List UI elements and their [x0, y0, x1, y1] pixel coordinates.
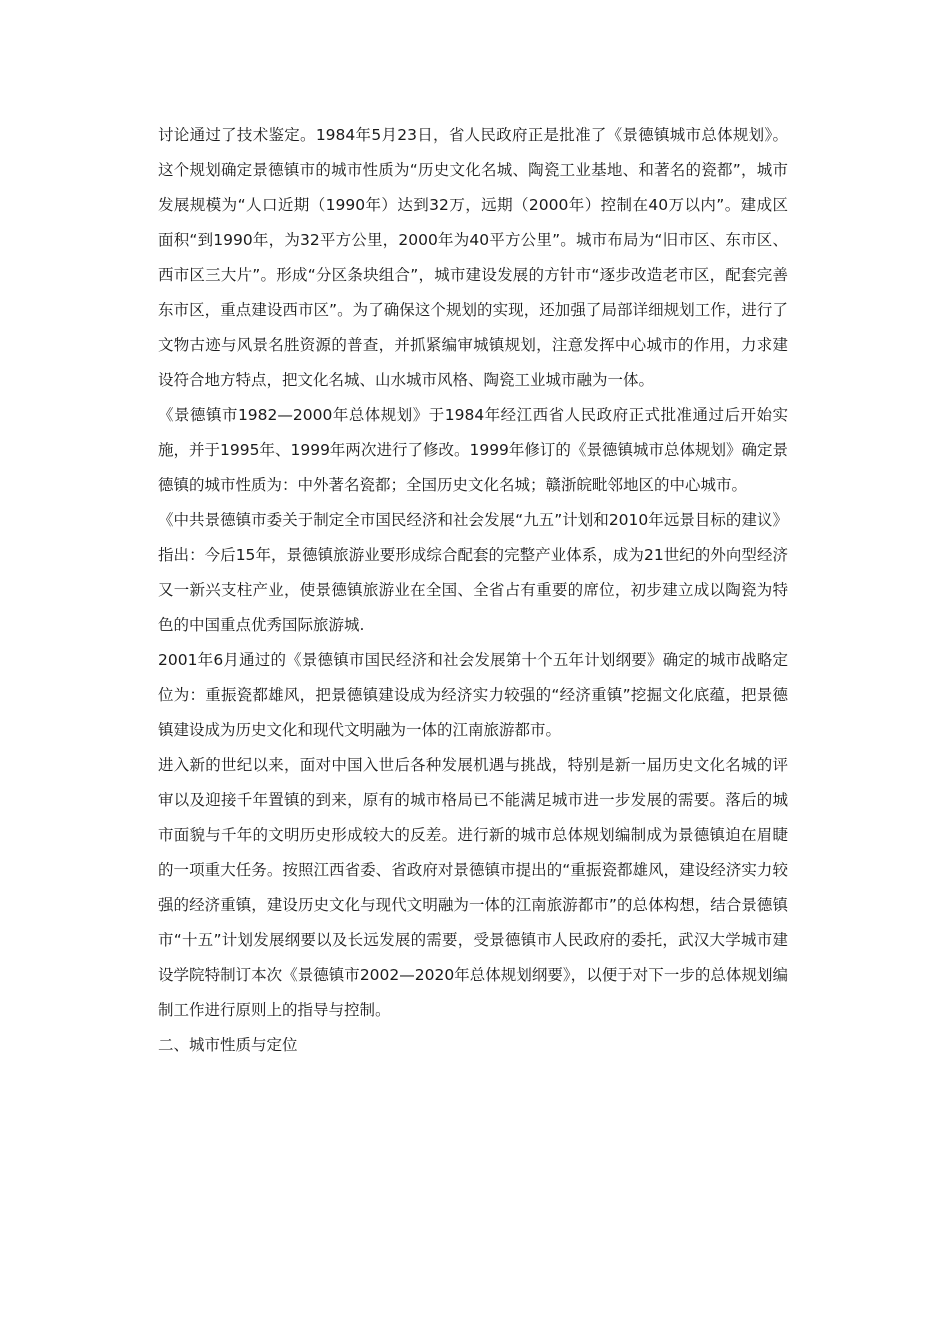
- paragraph-new-century: 进入新的世纪以来，面对中国入世后各种发展机遇与挑战，特别是新一届历史文化名城的评审以及迎接千年置镇的到来，原有的城市格局已不能满足城市进一步发展的需要。落后的城市面貌与千年的文明历史形成较大的反差。进行新的城市总体规划编制成为景德镇迫在眉睫的一项重大任务。按照江西省委、省政府对景德镇市提出的“重振瓷都雄风，建设经济实力较强的经济重镇，建设历史文化与现代文明融为一体的江南旅游都市”的总体构想，结合景德镇市“十五”计划发展纲要以及长远发展的需要，受景德镇市人民政府的委托，武汉大学城市建设学院特制订本次《景德镇市2002—2020年总体规划纲要》，以便于对下一步的总体规划编制工作进行原则上的指导与控制。: [158, 756, 788, 1019]
- section-heading: 二、城市性质与定位: [158, 1036, 298, 1054]
- paragraph-plan-revision: 《景德镇市1982—2000年总体规划》于1984年经江西省人民政府正式批准通过后开始实施，并于1995年、1999年两次进行了修改。1999年修订的《景德镇城市总体规划》确定景德镇的城市性质为：中外著名瓷都；全国历史文化名城；赣浙皖毗邻地区的中心城市。: [158, 406, 788, 494]
- document-page: [158, 118, 788, 1063]
- paragraph-tenth-five-year: 2001年6月通过的《景德镇市国民经济和社会发展第十个五年计划纲要》确定的城市战略定位为：重振瓷都雄风，把景德镇建设成为经济实力较强的“经济重镇”挖掘文化底蕴，把景德镇建设成为历史文化和现代文明融为一体的江南旅游都市。: [158, 651, 788, 739]
- paragraph-ninth-five-year: 《中共景德镇市委关于制定全市国民经济和社会发展“九五”计划和2010年远景目标的建议》指出：今后15年，景德镇旅游业要形成综合配套的完整产业体系，成为21世纪的外向型经济又一新兴支柱产业，使景德镇旅游业在全国、全省占有重要的席位，初步建立成以陶瓷为特色的中国重点优秀国际旅游城.: [158, 511, 788, 634]
- paragraph-planning-approval: 讨论通过了技术鉴定。1984年5月23日，省人民政府正是批准了《景德镇城市总体规划》。这个规划确定景德镇市的城市性质为“历史文化名城、陶瓷工业基地、和著名的瓷都”，城市发展规模为“人口近期（1990年）达到32万，远期（2000年）控制在40万以内”。建成区面积“到1990年，为32平方公里，2000年为40平方公里”。城市布局为“旧市区、东市区、西市区三大片”。形成“分区条块组合”，城市建设发展的方针市“逐步改造老市区，配套完善东市区，重点建设西市区”。为了确保这个规划的实现，还加强了局部详细规划工作，进行了文物古迹与风景名胜资源的普查，并抓紧编审城镇规划，注意发挥中心城市的作用，力求建设符合地方特点，把文化名城、山水城市风格、陶瓷工业城市融为一体。: [158, 126, 788, 389]
